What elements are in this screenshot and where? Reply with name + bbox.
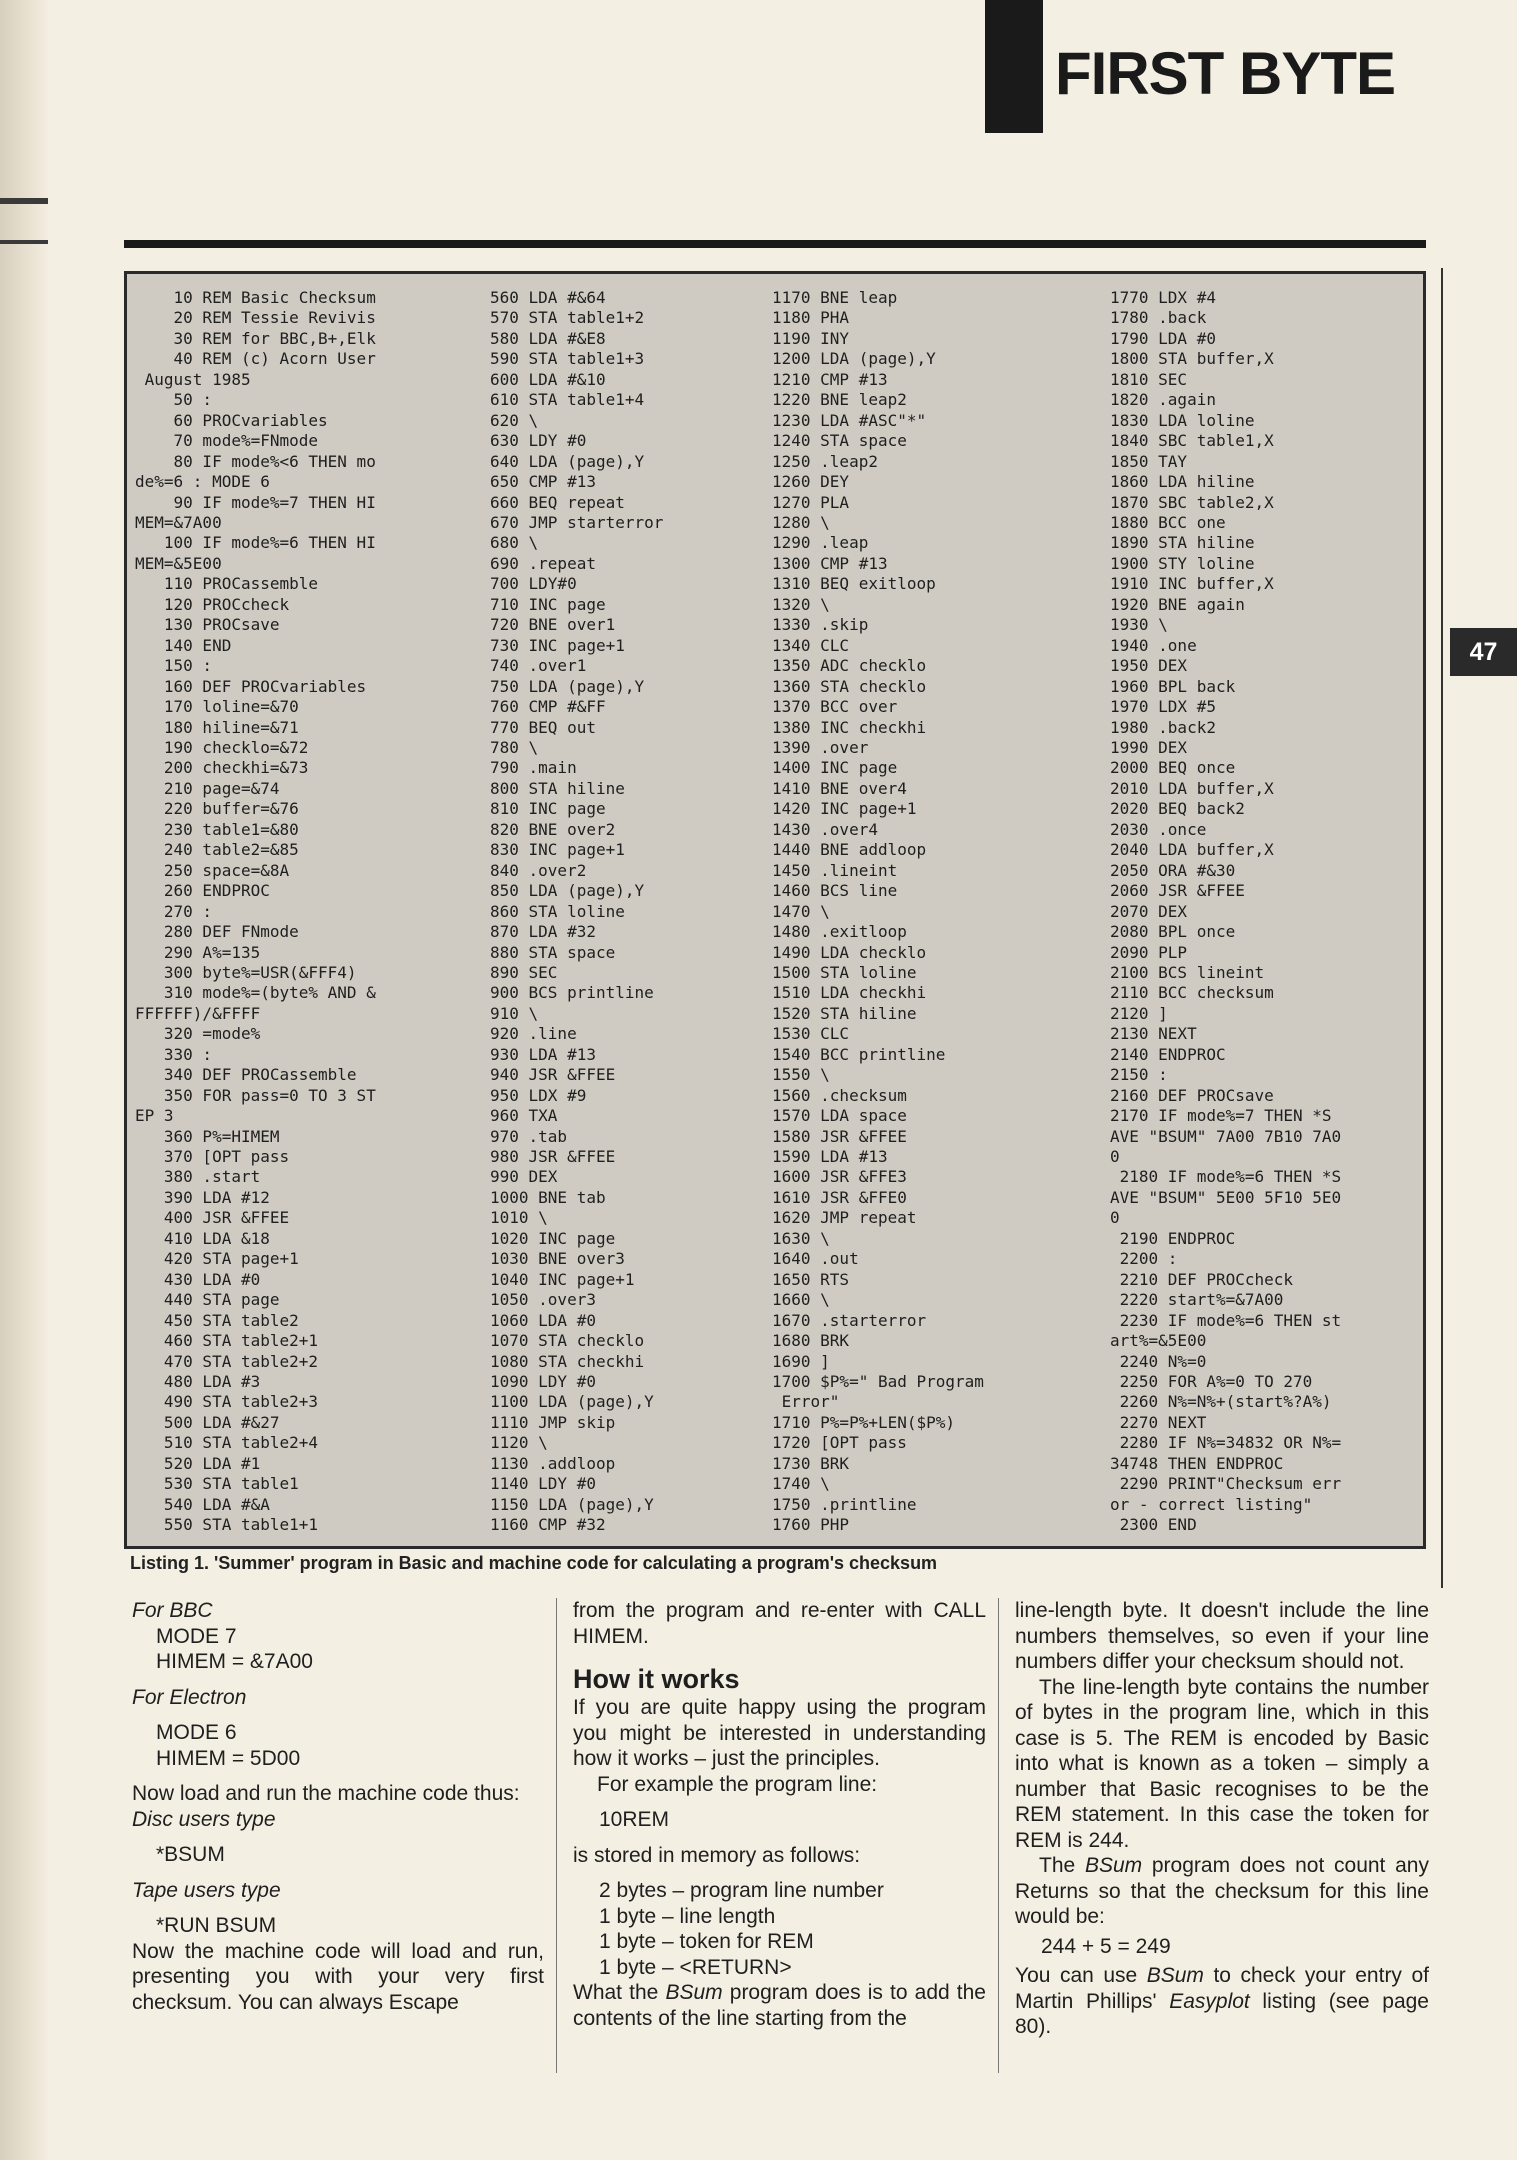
listing-line: 420 STA page+1 <box>135 1249 299 1269</box>
listing-line: 460 STA table2+1 <box>135 1331 319 1351</box>
column-rule <box>998 1598 999 2073</box>
listing-line: 1690 ] <box>772 1351 830 1371</box>
margin-rule <box>1441 268 1443 1588</box>
listing-line: 1540 BCC printline <box>772 1044 946 1064</box>
listing-line: 1020 INC page <box>490 1228 616 1248</box>
listing-line: 960 TXA <box>490 1106 558 1126</box>
listing-line: 1280 \ <box>772 512 830 532</box>
listing-line: 940 JSR &FFEE <box>490 1065 616 1085</box>
page-binding-edge <box>0 0 50 2160</box>
reenter-paragraph: from the program and re-enter with CALL HIMEM. <box>573 1599 986 1648</box>
listing-line: 1750 .printline <box>772 1494 917 1514</box>
listing-line: 180 hiline=&71 <box>135 717 299 737</box>
returns-paragraph: The BSum program does not count any Returns so that the checksum for this line would be: <box>1015 1854 1429 1928</box>
listing-line: 640 LDA (page),Y <box>490 451 645 471</box>
listing-line: 1810 SEC <box>1110 369 1188 389</box>
listing-line: 40 REM (c) Acorn User <box>135 349 376 369</box>
listing-line: 900 BCS printline <box>490 983 654 1003</box>
listing-caption: Listing 1. 'Summer' program in Basic and machine code for calculating a program's checksum <box>130 1553 938 1573</box>
listing-line: 1700 $P%=" Bad Program <box>772 1372 984 1392</box>
listing-line: 1660 \ <box>772 1290 830 1310</box>
listing-line: 430 LDA #0 <box>135 1269 261 1289</box>
listing-line: 210 page=&74 <box>135 778 280 798</box>
listing-line: 820 BNE over2 <box>490 819 616 839</box>
listing-line: 170 loline=&70 <box>135 697 299 717</box>
listing-line: 520 LDA #1 <box>135 1453 261 1473</box>
checksum-paragraph: Now the machine code will load and run, presenting you with your very first checksum. You can always Escape <box>132 1939 544 2014</box>
program-listing <box>124 271 1426 1549</box>
listing-line: 980 JSR &FFEE <box>490 1147 616 1167</box>
listing-line: 1640 .out <box>772 1249 859 1269</box>
listing-line: 1560 .checksum <box>772 1085 907 1105</box>
listing-line: 1930 \ <box>1110 615 1168 635</box>
listing-line: 340 DEF PROCassemble <box>135 1065 357 1085</box>
listing-line: 890 SEC <box>490 962 558 982</box>
listing-line: 250 space=&8A <box>135 860 290 880</box>
listing-line: 1800 STA buffer,X <box>1110 349 1274 369</box>
listing-line: 1850 TAY <box>1110 451 1188 471</box>
listing-line: 2020 BEQ back2 <box>1110 799 1245 819</box>
listing-line: 200 checkhi=&73 <box>135 758 309 778</box>
listing-line: 480 LDA #3 <box>135 1372 261 1392</box>
line-length-paragraph: line-length byte. It doesn't include the line numbers themselves, so even if your line numbers differ your checksum should not. <box>1015 1599 1429 1673</box>
listing-line: 2100 BCS lineint <box>1110 962 1265 982</box>
listing-line: 990 DEX <box>490 1167 558 1187</box>
listing-line: AVE "BSUM" 5E00 5F10 5E0 <box>1110 1187 1342 1207</box>
for-electron-label: For Electron <box>132 1685 247 1709</box>
listing-line: 610 STA table1+4 <box>490 390 645 410</box>
listing-line: 1320 \ <box>772 594 830 614</box>
listing-line: 680 \ <box>490 533 539 553</box>
listing-line: August 1985 <box>135 369 251 389</box>
listing-line: 1910 INC buffer,X <box>1110 574 1274 594</box>
listing-line: 1650 RTS <box>772 1269 850 1289</box>
listing-line: 1090 LDY #0 <box>490 1372 596 1392</box>
listing-line: 34748 THEN ENDPROC <box>1110 1453 1284 1473</box>
listing-line: 500 LDA #&27 <box>135 1412 280 1432</box>
listing-line: 1110 JMP skip <box>490 1412 616 1432</box>
listing-line: 360 P%=HIMEM <box>135 1126 280 1146</box>
listing-line: 2150 : <box>1110 1065 1168 1085</box>
disc-command: *BSUM <box>156 1843 225 1866</box>
listing-line: 1570 LDA space <box>772 1106 907 1126</box>
listing-line: 350 FOR pass=0 TO 3 ST <box>135 1085 376 1105</box>
listing-line: 2230 IF mode%=6 THEN st <box>1110 1310 1342 1330</box>
section-title: FIRST BYTE <box>1055 40 1396 107</box>
listing-line: 2040 LDA buffer,X <box>1110 840 1274 860</box>
listing-line: 1830 LDA loline <box>1110 410 1255 430</box>
listing-line: 780 \ <box>490 737 539 757</box>
listing-line: 0 <box>1110 1147 1120 1167</box>
for-bbc-label: For BBC <box>132 1599 213 1622</box>
listing-line: 1950 DEX <box>1110 656 1188 676</box>
listing-line: 1120 \ <box>490 1433 548 1453</box>
listing-line: 2290 PRINT"Checksum err <box>1110 1474 1342 1494</box>
listing-line: 10 REM Basic Checksum <box>135 288 376 307</box>
listing-line: 1790 LDA #0 <box>1110 328 1216 348</box>
listing-line: 2130 NEXT <box>1110 1024 1197 1044</box>
listing-line: 1880 BCC one <box>1110 512 1226 532</box>
listing-line: 390 LDA #12 <box>135 1187 270 1207</box>
listing-line: 1490 LDA checklo <box>772 942 927 962</box>
listing-line: 1300 CMP #13 <box>772 553 888 573</box>
listing-line: 1100 LDA (page),Y <box>490 1392 654 1412</box>
listing-line: or - correct listing" <box>1110 1494 1313 1514</box>
listing-line: 2000 BEQ once <box>1110 758 1236 778</box>
listing-line: 0 <box>1110 1208 1120 1228</box>
listing-line: 1260 DEY <box>772 472 850 492</box>
listing-column-1 <box>135 288 376 1536</box>
listing-line: 870 LDA #32 <box>490 922 596 942</box>
listing-line: 2190 ENDPROC <box>1110 1228 1236 1248</box>
load-paragraph: Now load and run the machine code thus: <box>132 1782 520 1805</box>
listing-line: 1780 .back <box>1110 308 1207 328</box>
listing-line: 80 IF mode%<6 THEN mo <box>135 451 376 471</box>
listing-line: 1770 LDX #4 <box>1110 288 1216 307</box>
listing-line: 1530 CLC <box>772 1024 850 1044</box>
listing-line: 630 LDY #0 <box>490 431 587 451</box>
listing-line: 1760 PHP <box>772 1515 850 1535</box>
listing-line: 1710 P%=P%+LEN($P%) <box>772 1412 956 1432</box>
listing-line: 490 STA table2+3 <box>135 1392 319 1412</box>
listing-line: 1730 BRK <box>772 1453 850 1473</box>
tape-command: *RUN BSUM <box>156 1914 277 1937</box>
listing-line: 720 BNE over1 <box>490 615 616 635</box>
listing-line: 560 LDA #&64 <box>490 288 606 307</box>
listing-line: 1400 INC page <box>772 758 898 778</box>
listing-line: 30 REM for BBC,B+,Elk <box>135 328 376 348</box>
listing-line: 2120 ] <box>1110 1003 1168 1023</box>
listing-line: 730 INC page+1 <box>490 635 625 655</box>
listing-line: 1230 LDA #ASC"*" <box>772 410 927 430</box>
listing-line: 2220 start%=&7A00 <box>1110 1290 1284 1310</box>
listing-line: 1970 LDX #5 <box>1110 697 1216 717</box>
listing-line: 2160 DEF PROCsave <box>1110 1085 1274 1105</box>
listing-line: 2270 NEXT <box>1110 1412 1207 1432</box>
listing-line: 1590 LDA #13 <box>772 1147 888 1167</box>
listing-line: 650 CMP #13 <box>490 472 596 492</box>
listing-line: 150 : <box>135 656 213 676</box>
listing-line: 1550 \ <box>772 1065 830 1085</box>
listing-line: 1080 STA checkhi <box>490 1351 645 1371</box>
listing-line: 1190 INY <box>772 328 850 348</box>
listing-line: MEM=&7A00 <box>135 512 222 532</box>
listing-line: 300 byte%=USR(&FFF4) <box>135 962 357 982</box>
listing-line: 1990 DEX <box>1110 737 1188 757</box>
listing-line: art%=&5E00 <box>1110 1331 1207 1351</box>
listing-line: 2010 LDA buffer,X <box>1110 778 1274 798</box>
listing-line: 140 END <box>135 635 232 655</box>
column-rule <box>556 1598 557 2073</box>
listing-line: 750 LDA (page),Y <box>490 676 645 696</box>
stored-paragraph: is stored in memory as follows: <box>573 1843 861 1867</box>
listing-line: 1860 LDA hiline <box>1110 472 1255 492</box>
listing-line: 1410 BNE over4 <box>772 778 907 798</box>
listing-line: 540 LDA #&A <box>135 1494 270 1514</box>
memory-item: 2 bytes – program line number <box>599 1879 884 1902</box>
example-line: 10REM <box>599 1808 670 1831</box>
listing-line: 110 PROCassemble <box>135 574 319 594</box>
bbc-himem: HIMEM = &7A00 <box>156 1650 313 1673</box>
listing-line: 800 STA hiline <box>490 778 625 798</box>
listing-column-4 <box>1110 288 1341 1536</box>
listing-line: 440 STA page <box>135 1290 280 1310</box>
listing-line: 320 =mode% <box>135 1024 261 1044</box>
what-paragraph: What the BSum program does is to add the contents of the line starting from the <box>573 1981 986 2030</box>
listing-line: 260 ENDPROC <box>135 881 270 901</box>
listing-line: 70 mode%=FNmode <box>135 431 319 451</box>
listing-line: 760 CMP #&FF <box>490 697 606 717</box>
edge-rule-bottom <box>0 240 48 244</box>
listing-line: 1470 \ <box>772 901 830 921</box>
listing-line: 1440 BNE addloop <box>772 840 927 860</box>
listing-line: 1920 BNE again <box>1110 594 1245 614</box>
listing-line: 1520 STA hiline <box>772 1003 917 1023</box>
listing-line: 1960 BPL back <box>1110 676 1236 696</box>
listing-line: 2030 .once <box>1110 819 1207 839</box>
listing-line: 2280 IF N%=34832 OR N%= <box>1110 1433 1342 1453</box>
listing-line: 1270 PLA <box>772 492 850 512</box>
body-column-1 <box>132 1598 544 2015</box>
listing-line: 20 REM Tessie Revivis <box>135 308 376 328</box>
listing-line: 550 STA table1+1 <box>135 1515 319 1535</box>
listing-line: 1670 .starterror <box>772 1310 927 1330</box>
listing-line: 1600 JSR &FFE3 <box>772 1167 907 1187</box>
body-column-2 <box>573 1598 986 2031</box>
listing-line: EP 3 <box>135 1106 174 1126</box>
listing-line: 190 checklo=&72 <box>135 737 309 757</box>
listing-column-3 <box>772 288 984 1536</box>
listing-line: 1430 .over4 <box>772 819 878 839</box>
listing-line: 1420 INC page+1 <box>772 799 917 819</box>
listing-line: 2170 IF mode%=7 THEN *S <box>1110 1106 1332 1126</box>
header-block <box>985 0 1043 133</box>
listing-line: 330 : <box>135 1044 213 1064</box>
listing-line: 2180 IF mode%=6 THEN *S <box>1110 1167 1342 1187</box>
listing-line: 1740 \ <box>772 1474 830 1494</box>
listing-line: 50 : <box>135 390 213 410</box>
listing-line: 660 BEQ repeat <box>490 492 625 512</box>
listing-line: 1870 SBC table2,X <box>1110 492 1274 512</box>
listing-line: 670 JMP starterror <box>490 512 664 532</box>
how-it-works-heading: How it works <box>573 1664 740 1694</box>
listing-line: 2210 DEF PROCcheck <box>1110 1269 1294 1289</box>
listing-line: 1620 JMP repeat <box>772 1208 917 1228</box>
listing-line: 220 buffer=&76 <box>135 799 299 819</box>
listing-line: 2300 END <box>1110 1515 1197 1535</box>
listing-line: 1820 .again <box>1110 390 1216 410</box>
listing-line: 950 LDX #9 <box>490 1085 587 1105</box>
listing-line: 240 table2=&85 <box>135 840 299 860</box>
listing-line: 230 table1=&80 <box>135 819 299 839</box>
listing-line: 1680 BRK <box>772 1331 850 1351</box>
electron-mode: MODE 6 <box>156 1721 237 1744</box>
listing-line: 1040 INC page+1 <box>490 1269 635 1289</box>
listing-line: 1480 .exitloop <box>772 922 907 942</box>
listing-line: 1220 BNE leap2 <box>772 390 907 410</box>
listing-line: 920 .line <box>490 1024 577 1044</box>
listing-line: 1580 JSR &FFEE <box>772 1126 907 1146</box>
listing-line: 2140 ENDPROC <box>1110 1044 1226 1064</box>
listing-line: 270 : <box>135 901 213 921</box>
listing-line: 1450 .lineint <box>772 860 898 880</box>
listing-line: 1060 LDA #0 <box>490 1310 596 1330</box>
listing-column-2 <box>490 288 663 1536</box>
listing-line: 590 STA table1+3 <box>490 349 645 369</box>
listing-line: 1050 .over3 <box>490 1290 596 1310</box>
listing-line: 1630 \ <box>772 1228 830 1248</box>
listing-line: 570 STA table1+2 <box>490 308 645 328</box>
listing-line: 160 DEF PROCvariables <box>135 676 367 696</box>
listing-line: 1890 STA hiline <box>1110 533 1255 553</box>
listing-line: MEM=&5E00 <box>135 553 222 573</box>
listing-line: 1010 \ <box>490 1208 548 1228</box>
listing-line: 1030 BNE over3 <box>490 1249 625 1269</box>
listing-line: 710 INC page <box>490 594 606 614</box>
listing-line: 1980 .back2 <box>1110 717 1216 737</box>
listing-line: 1310 BEQ exitloop <box>772 574 936 594</box>
listing-line: 1840 SBC table1,X <box>1110 431 1274 451</box>
listing-line: 1340 CLC <box>772 635 850 655</box>
listing-line: 380 .start <box>135 1167 261 1187</box>
listing-line: 1130 .addloop <box>490 1453 616 1473</box>
how-paragraph: If you are quite happy using the program you might be interested in understanding how it works – just the principles. <box>573 1696 986 1770</box>
listing-line: 2260 N%=N%+(start%?A%) <box>1110 1392 1332 1412</box>
listing-line: 2240 N%=0 <box>1110 1351 1207 1371</box>
listing-line: 400 JSR &FFEE <box>135 1208 290 1228</box>
example-paragraph: For example the program line: <box>597 1772 878 1796</box>
listing-line: 880 STA space <box>490 942 616 962</box>
listing-line: 1070 STA checklo <box>490 1331 645 1351</box>
listing-line: 1140 LDY #0 <box>490 1474 596 1494</box>
listing-line: Error" <box>772 1392 840 1412</box>
listing-line: 830 INC page+1 <box>490 840 625 860</box>
listing-line: 1380 INC checkhi <box>772 717 927 737</box>
listing-line: 770 BEQ out <box>490 717 596 737</box>
listing-line: 130 PROCsave <box>135 615 280 635</box>
header-rule <box>124 240 1426 248</box>
listing-line: 2070 DEX <box>1110 901 1188 921</box>
listing-line: 90 IF mode%=7 THEN HI <box>135 492 376 512</box>
listing-line: 1500 STA loline <box>772 962 917 982</box>
listing-line: 1610 JSR &FFE0 <box>772 1187 907 1207</box>
listing-line: 510 STA table2+4 <box>135 1433 319 1453</box>
listing-line: 1150 LDA (page),Y <box>490 1494 654 1514</box>
listing-line: 1900 STY loline <box>1110 553 1255 573</box>
listing-line: 580 LDA #&E8 <box>490 328 606 348</box>
listing-line: 470 STA table2+2 <box>135 1351 319 1371</box>
listing-line: 860 STA loline <box>490 901 625 921</box>
listing-line: 290 A%=135 <box>135 942 261 962</box>
listing-line: 1940 .one <box>1110 635 1197 655</box>
checksum-sum: 244 + 5 = 249 <box>1041 1934 1171 1958</box>
listing-line: 840 .over2 <box>490 860 587 880</box>
listing-line: 370 [OPT pass <box>135 1147 290 1167</box>
listing-line: 1240 STA space <box>772 431 907 451</box>
listing-line: 60 PROCvariables <box>135 410 328 430</box>
listing-line: 450 STA table2 <box>135 1310 299 1330</box>
memory-item: 1 byte – <RETURN> <box>599 1955 792 1979</box>
listing-line: AVE "BSUM" 7A00 7B10 7A0 <box>1110 1126 1342 1146</box>
listing-line: 1200 LDA (page),Y <box>772 349 936 369</box>
listing-line: 1370 BCC over <box>772 697 898 717</box>
token-paragraph: The line-length byte contains the number of bytes in the program line, which in this case is 5. The REM is encoded by Basic into what is known as a token – simply a number that Basic recognises to be the REM statement. In this case the token for REM is 244. <box>1015 1675 1429 1852</box>
listing-line: 2080 BPL once <box>1110 922 1236 942</box>
body-column-3 <box>1015 1598 1429 2040</box>
listing-line: 1460 BCS line <box>772 881 898 901</box>
listing-line: 1000 BNE tab <box>490 1187 606 1207</box>
listing-line: 740 .over1 <box>490 656 587 676</box>
listing-line: 930 LDA #13 <box>490 1044 596 1064</box>
electron-himem: HIMEM = 5D00 <box>156 1746 301 1770</box>
listing-line: 1350 ADC checklo <box>772 656 927 676</box>
listing-line: 810 INC page <box>490 799 606 819</box>
tape-users-label: Tape users type <box>132 1878 281 1902</box>
listing-line: 1180 PHA <box>772 308 850 328</box>
memory-item: 1 byte – token for REM <box>599 1930 814 1953</box>
listing-line: 1160 CMP #32 <box>490 1515 606 1535</box>
easyplot-paragraph: You can use BSum to check your entry of Martin Phillips' Easyplot listing (see page 80). <box>1015 1964 1429 2038</box>
listing-line: 1510 LDA checkhi <box>772 983 927 1003</box>
listing-line: 1390 .over <box>772 737 869 757</box>
listing-line: 620 \ <box>490 410 539 430</box>
listing-line: 2060 JSR &FFEE <box>1110 881 1245 901</box>
listing-line: 700 LDY#0 <box>490 574 577 594</box>
listing-line: 910 \ <box>490 1003 539 1023</box>
listing-line: 1290 .leap <box>772 533 869 553</box>
listing-line: 970 .tab <box>490 1126 568 1146</box>
listing-line: 2200 : <box>1110 1249 1178 1269</box>
disc-users-label: Disc users type <box>132 1807 276 1831</box>
listing-line: 2090 PLP <box>1110 942 1188 962</box>
listing-line: 850 LDA (page),Y <box>490 881 645 901</box>
listing-line: 1330 .skip <box>772 615 869 635</box>
listing-line: 2250 FOR A%=0 TO 270 <box>1110 1372 1313 1392</box>
listing-line: de%=6 : MODE 6 <box>135 472 270 492</box>
listing-line: 280 DEF FNmode <box>135 922 299 942</box>
listing-line: 100 IF mode%=6 THEN HI <box>135 533 376 553</box>
listing-line: 1210 CMP #13 <box>772 369 888 389</box>
listing-line: 2110 BCC checksum <box>1110 983 1274 1003</box>
listing-line: 600 LDA #&10 <box>490 369 606 389</box>
memory-item: 1 byte – line length <box>599 1904 776 1928</box>
listing-line: 790 .main <box>490 758 577 778</box>
bbc-mode: MODE 7 <box>156 1624 237 1648</box>
listing-line: 310 mode%=(byte% AND & <box>135 983 376 1003</box>
listing-line: 1720 [OPT pass <box>772 1433 907 1453</box>
listing-line: 120 PROCcheck <box>135 594 290 614</box>
edge-rule-top <box>0 198 48 204</box>
listing-line: 410 LDA &18 <box>135 1228 270 1248</box>
listing-line: 1360 STA checklo <box>772 676 927 696</box>
listing-line: 2050 ORA #&30 <box>1110 860 1236 880</box>
listing-line: 1170 BNE leap <box>772 288 898 307</box>
listing-line: FFFFFF)/&FFFF <box>135 1003 261 1023</box>
listing-line: 530 STA table1 <box>135 1474 299 1494</box>
listing-line: 690 .repeat <box>490 553 596 573</box>
listing-line: 1250 .leap2 <box>772 451 878 471</box>
page-number: 47 <box>1450 628 1517 676</box>
